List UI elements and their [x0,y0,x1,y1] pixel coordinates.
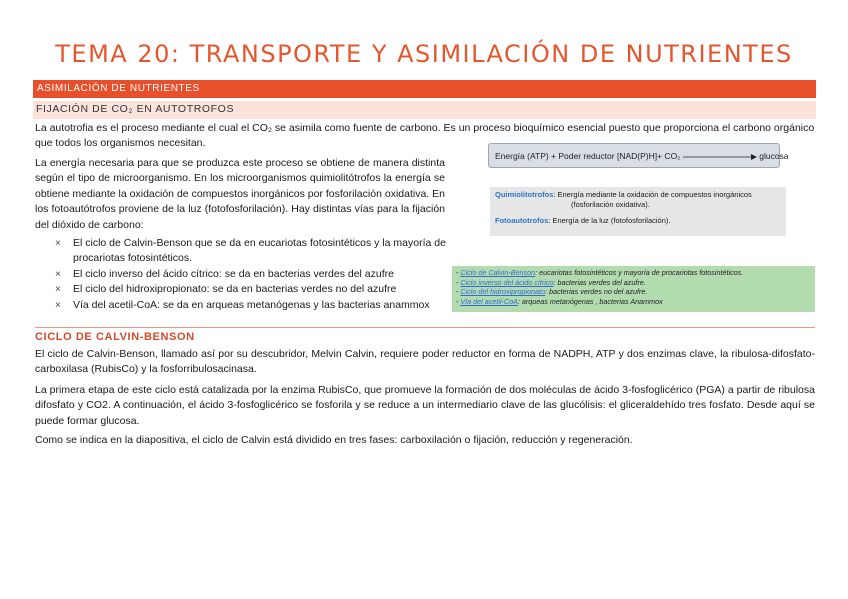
list-item: × El ciclo de Calvin-Benson que se da en eucariotas fotosintéticos y la mayoría de procariotas fotosintéticos. [55,237,446,265]
calvin-paragraph: La primera etapa de este ciclo está catalizada por la enzima RubisCo, que promueve la formación de dos moléculas de ácido 3-fosfoglicérico (PGA) a partir de ribulosa difosfato y CO2. A continuación, el ácido 3-fosfoglicérico se fosforila y se reduce a un intermediario clave de las glucólisis: el gliceraldehído tres fosfato. Desde aquí se puede formar glucosa. [35,384,815,427]
quimio-term: Quimiolitotrofos [495,190,554,199]
bullet-marker-icon: × [55,284,61,296]
list-item: × Vía del acetil-CoA: se da en arqueas metanógenas y las bacterias anammox [55,298,447,313]
equation-product: glucosa [759,151,789,161]
page-title: TEMA 20: TRANSPORTE Y ASIMILACIÓN DE NUTRIENTES [55,40,793,68]
subsection-header: FIJACIÓN DE CO₂ EN AUTOTROFOS [33,101,816,119]
arrow-right-icon [683,153,757,161]
summary-row: - Vía del acetil-CoA: arqueas metanógenas , bacterias Anammox [456,296,663,306]
calvin-paragraph: El ciclo de Calvin-Benson, llamado así por su descubridor, Melvin Calvin, requiere poder reductor en forma de NADPH, ATP y dos enzimas clave, la ribulosa-difosfato-carboxilasa (RubisCo) y la fosforribulosacinasa. [35,348,815,376]
bullet-marker-icon: × [55,238,61,249]
bullet-marker-icon: × [55,268,61,280]
trophs-box: Quimiolitotrofos: Energía mediante la oxidación de compuestos inorgánicos (fosforilación oxidativa). Fotoautotrofos: Energía de la luz (fotofosforilación). [490,187,786,236]
section-header: ASIMILACIÓN DE NUTRIENTES [33,80,816,98]
quimio-line: Quimiolitotrofos: Energía mediante la oxidación de compuestos inorgánicos [495,190,752,199]
energy-paragraph: La energía necesaria para que se produzca este proceso se obtiene de manera distinta según el tipo de microorganismo. En los microorganismos quimiolitótrofos la energía se obtiene mediante la oxidación de compuestos inorgánicos por fosforilación oxidativa. En los fotoautótrofos proviene de la luz (fotofosforilación). Hay distintas vías para la fijación del dióxido de carbono: [35,157,445,231]
summary-row: - Ciclo inverso del ácido cítrico: bacterias verdes del azufre. [456,277,646,287]
equation-box [488,143,789,168]
section-divider [35,327,815,328]
equation-reactants: Energía (ATP) + Poder reductor [NAD(P)H]+ CO₂ [495,151,681,161]
calvin-heading: CICLO DE CALVIN-BENSON [35,331,195,343]
list-item: × El ciclo inverso del ácido cítrico: se da en bacterias verdes del azufre [55,267,447,282]
list-item: × El ciclo del hidroxipropionato: se da en bacterias verdes no del azufre [55,282,447,297]
summary-row: - Ciclo de Calvin-Benson: eucariotas fotosintéticos y mayoría de procariotas fotosintéticos. [456,268,744,277]
pathway-summary-box [452,266,815,312]
intro-paragraph: La autotrofia es el proceso mediante el cual el CO₂ se asimila como fuente de carbono. Es un proceso bioquímico esencial puesto que proporciona el carbono orgánico que todos los organismos necesitan. [35,122,815,150]
foto-line: Fotoautotrofos: Energía de la luz (fotofosforilación). [495,216,671,225]
pathway-list [55,236,447,313]
bullet-marker-icon: × [55,299,61,311]
calvin-paragraph: Como se indica en la diapositiva, el ciclo de Calvin está dividido en tres fases: carboxilación o fijación, reducción y regeneración. [35,434,633,446]
summary-row: - Ciclo del hidroxipropionato: bacterias verdes no del azufre. [456,287,648,297]
foto-term: Fotoautotrofos [495,216,549,225]
